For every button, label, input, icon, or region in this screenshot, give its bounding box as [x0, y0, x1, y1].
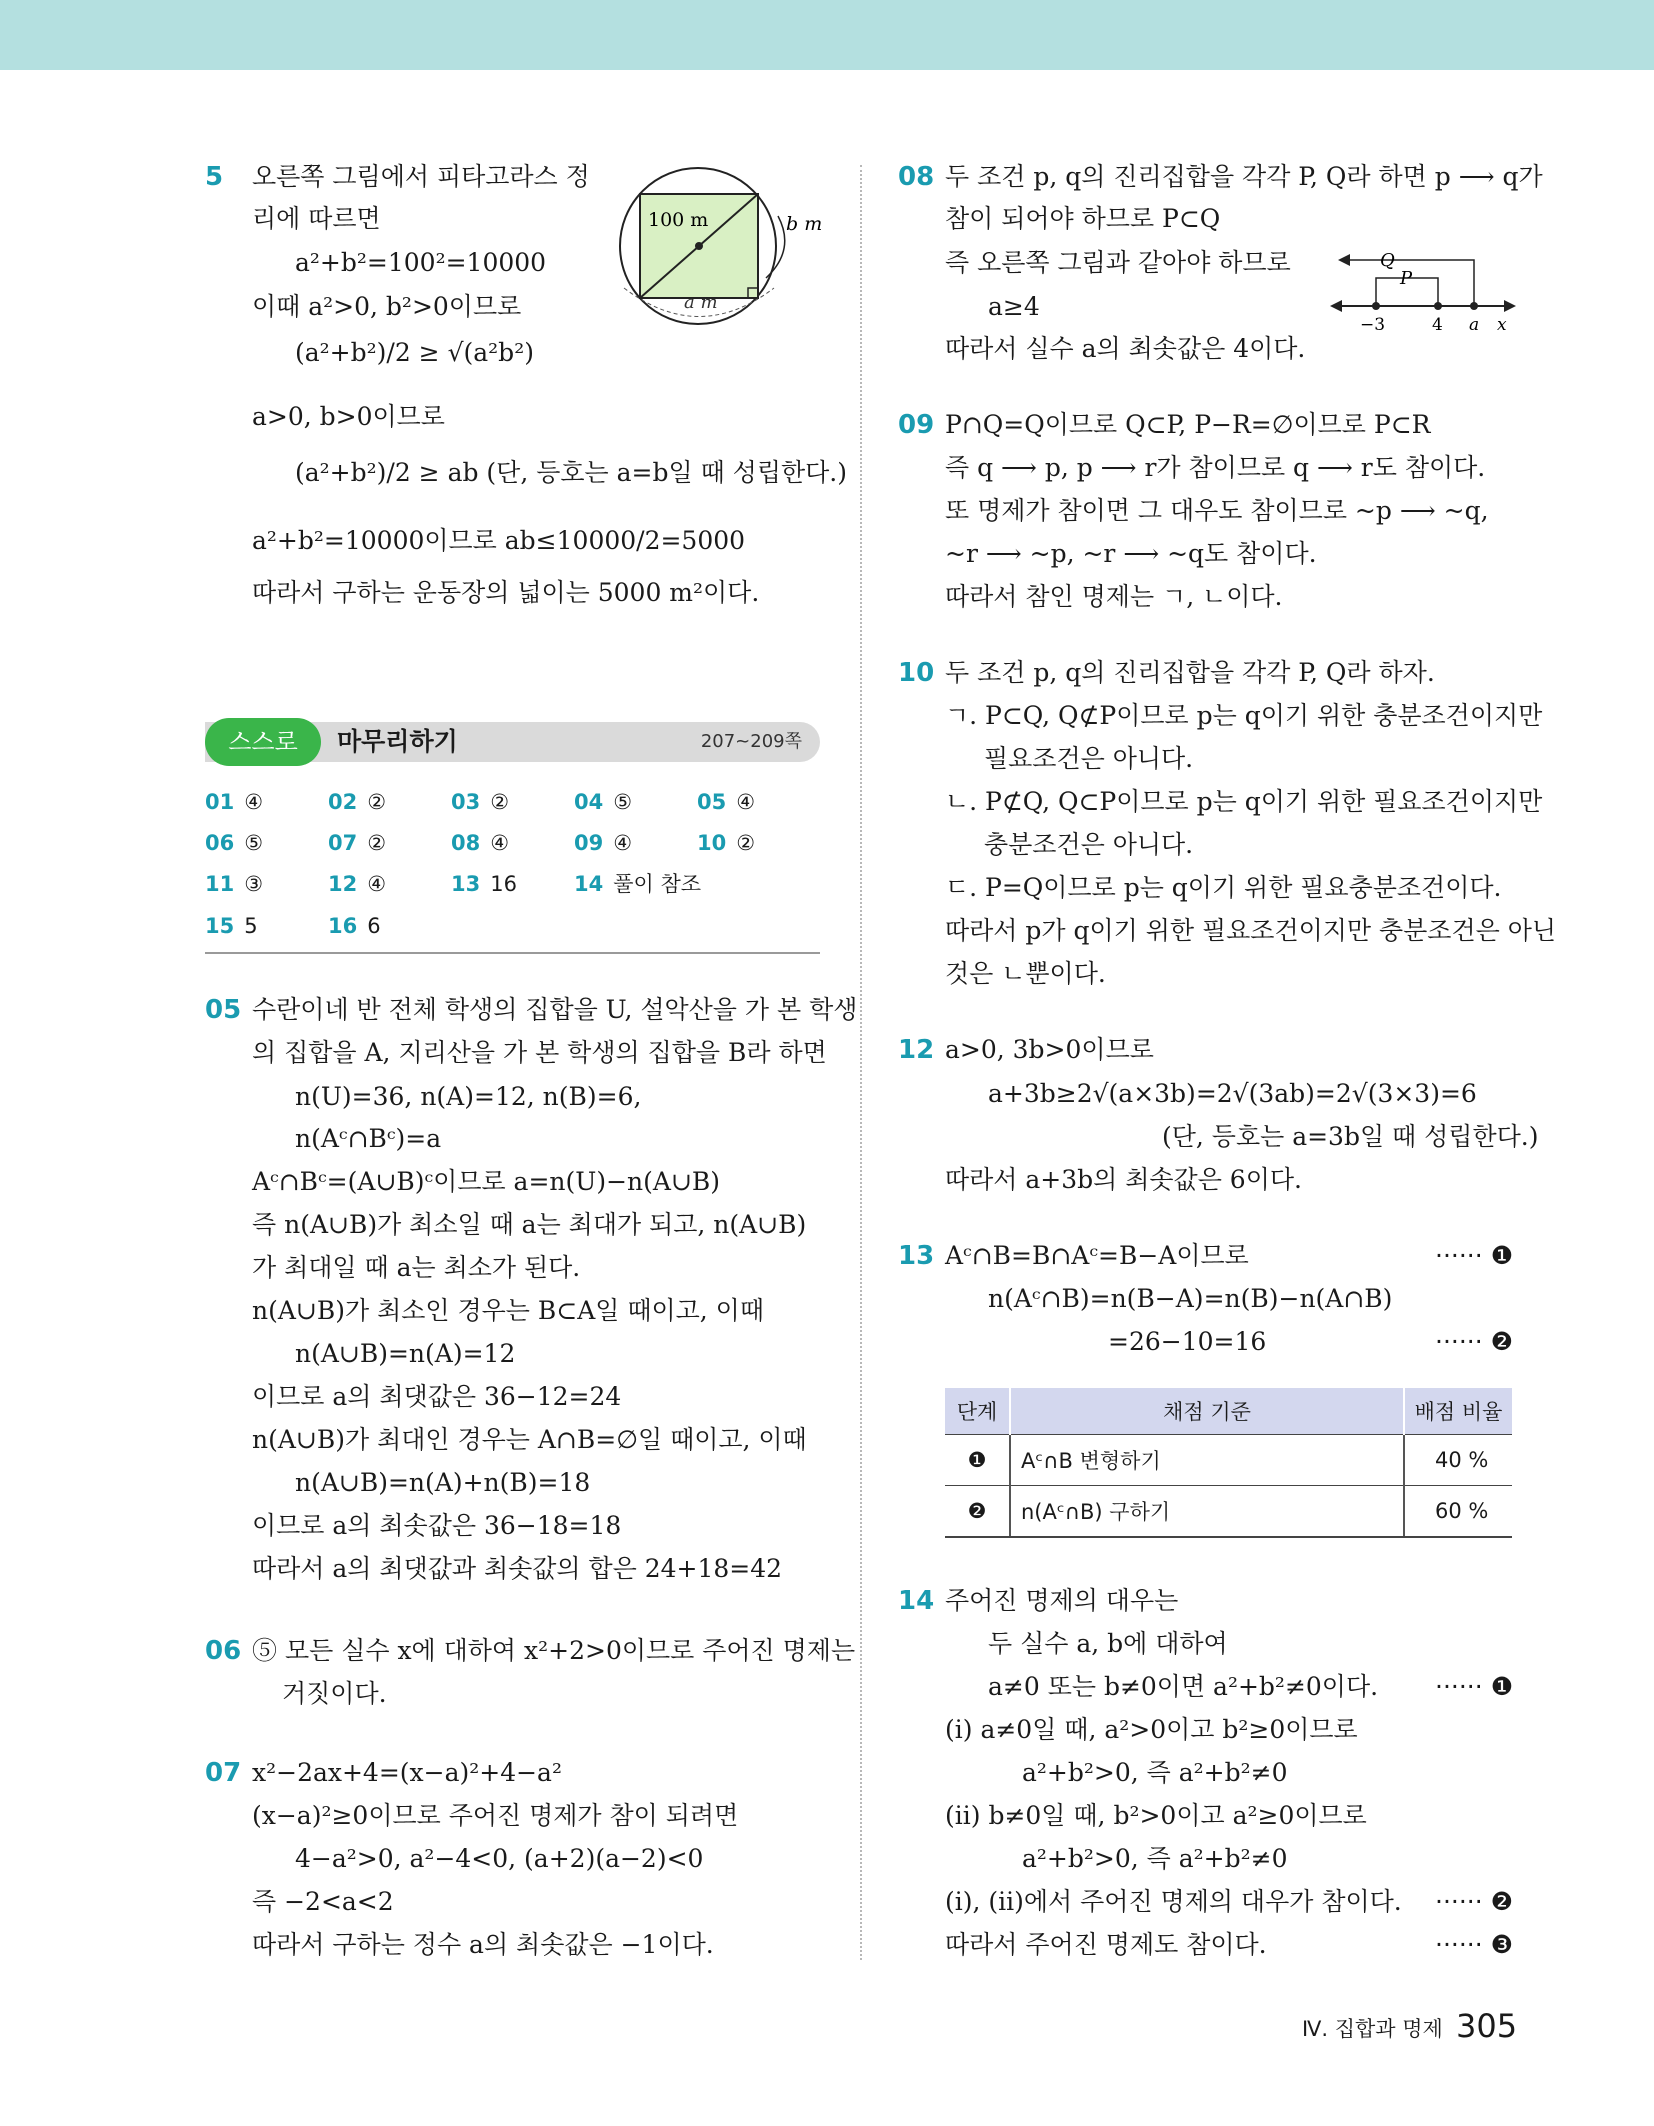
text-line: 수란이네 반 전체 학생의 집합을 U, 설악산을 가 본 학생 [252, 995, 858, 1024]
table-cell: 40 % [1404, 1435, 1512, 1486]
text-line: 오른쪽 그림에서 피타고라스 정 [252, 162, 590, 191]
answer-grid-rule [205, 952, 820, 954]
set-Q-arrow [1338, 254, 1350, 266]
column-header: 배점 비율 [1404, 1388, 1512, 1435]
equation-line: 4−a²>0, a²−4<0, (a+2)(a−2)<0 [295, 1844, 704, 1873]
table-cell: ❶ [945, 1435, 1010, 1486]
text-line: 충분조건은 아니다. [984, 830, 1194, 859]
answer-item: 02 ② [328, 790, 387, 814]
equation-line: Aᶜ∩B=B∩Aᶜ=B−A이므로 [945, 1241, 1249, 1270]
answer-item: 11 ③ [205, 872, 264, 896]
column-header: 채점 기준 [1010, 1388, 1404, 1435]
tick-minus3: −3 [1360, 315, 1386, 335]
answer-item: 16 6 [328, 914, 381, 938]
text-line: ⑤ 모든 실수 x에 대하여 x²+2>0이므로 주어진 명제는 [252, 1636, 856, 1665]
problem-number: 05 [205, 995, 242, 1025]
page-number: 305 [1456, 2007, 1518, 2045]
answer-item: 15 5 [205, 914, 258, 938]
text-line: 즉 q ⟶ p, p ⟶ r가 참이므로 q ⟶ r도 참이다. [945, 453, 1486, 482]
problem-number: 5 [205, 162, 224, 192]
answer-item: 13 16 [451, 872, 517, 896]
text-line: 필요조건은 아니다. [984, 744, 1194, 773]
banner-title: 마무리하기 [337, 727, 458, 756]
text-line: 따라서 구하는 정수 a의 최솟값은 −1이다. [252, 1930, 714, 1959]
text-line: 따라서 실수 a의 최솟값은 4이다. [945, 334, 1306, 363]
label-a: a m [684, 292, 718, 313]
text-line: (i), (ii)에서 주어진 명제의 대우가 참이다. [945, 1887, 1402, 1916]
text-line: 리에 따르면 [252, 204, 381, 233]
equation-line: n(U)=36, n(A)=12, n(B)=6, [295, 1082, 642, 1111]
text-line: 것은 ㄴ뿐이다. [945, 959, 1106, 988]
text-line: 즉 n(A∪B)가 최소일 때 a는 최대가 되고, n(A∪B) [252, 1210, 807, 1239]
step-mark: ······ ❶ [1435, 1672, 1514, 1701]
problem-number: 06 [205, 1636, 242, 1666]
text-line: ㄴ. P⊄Q, Q⊂P이므로 p는 q이기 위한 필요조건이지만 [945, 787, 1543, 816]
column-header: 단계 [945, 1388, 1010, 1435]
text-line: 따라서 구하는 운동장의 넓이는 5000 m²이다. [252, 578, 760, 607]
equation-line: n(A∪B)=n(A)=12 [295, 1339, 516, 1368]
text-line: 가 최대일 때 a는 최소가 된다. [252, 1253, 581, 1282]
answer-item: 10 ② [697, 831, 756, 855]
text-line: 따라서 주어진 명제도 참이다. [945, 1930, 1267, 1959]
equation-line: n(Aᶜ∩B)=n(B−A)=n(B)−n(A∩B) [988, 1284, 1393, 1313]
answer-item: 14 풀이 참조 [574, 872, 702, 896]
text-line: (ii) b≠0일 때, b²>0이고 a²≥0이므로 [945, 1801, 1367, 1830]
text-line: 또 명제가 참이면 그 대우도 참이므로 ~p ⟶ ~q, [945, 496, 1489, 525]
table-cell: Aᶜ∩B 변형하기 [1010, 1435, 1404, 1486]
equation-line: 즉 −2<a<2 [252, 1887, 394, 1916]
number-line-figure [1330, 240, 1520, 336]
label-Q: Q [1380, 250, 1395, 271]
equation-line: x²−2ax+4=(x−a)²+4−a² [252, 1758, 562, 1787]
text-line: a>0, 3b>0이므로 [945, 1035, 1154, 1064]
label-b: b m [786, 213, 823, 235]
equation-line: a≥4 [988, 292, 1040, 321]
equation-line: (a²+b²)/2 ≥ √(a²b²) [295, 338, 534, 367]
text-line: 따라서 a+3b의 최솟값은 6이다. [945, 1165, 1302, 1194]
step-mark: ······ ❸ [1435, 1930, 1514, 1959]
problem-number: 14 [898, 1586, 935, 1616]
banner-pill: 스스로 [205, 718, 321, 766]
text-line: (i) a≠0일 때, a²>0이고 b²≥0이므로 [945, 1715, 1358, 1744]
answer-item: 12 ④ [328, 872, 387, 896]
text-line: 따라서 a의 최댓값과 최솟값의 합은 24+18=42 [252, 1554, 783, 1583]
text-line: ㄷ. P=Q이므로 p는 q이기 위한 필요충분조건이다. [945, 873, 1502, 902]
problem-number: 13 [898, 1241, 935, 1271]
axis-arrow-right [1504, 300, 1516, 312]
text-line: (단, 등호는 a=3b일 때 성립한다.) [1162, 1122, 1539, 1151]
table-cell: ❷ [945, 1486, 1010, 1538]
equation-line: a²+b²>0, 즉 a²+b²≠0 [1022, 1844, 1288, 1873]
text-line: 두 조건 p, q의 진리집합을 각각 P, Q라 하자. [945, 658, 1435, 687]
text-line: 두 조건 p, q의 진리집합을 각각 P, Q라 하면 p ⟶ q가 [945, 162, 1543, 191]
table-row [945, 1435, 1512, 1486]
center-dot [695, 242, 703, 250]
text-line: 주어진 명제의 대우는 [945, 1586, 1179, 1615]
equation-line: =26−10=16 [1108, 1327, 1267, 1356]
equation-line: n(Aᶜ∩Bᶜ)=a [295, 1124, 442, 1153]
text-line: ~r ⟶ ~p, ~r ⟶ ~q도 참이다. [945, 539, 1317, 568]
text-line: (x−a)²≥0이므로 주어진 명제가 참이 되려면 [252, 1801, 739, 1830]
text-line: ㄱ. P⊂Q, Q⊄P이므로 p는 q이기 위한 충분조건이지만 [945, 701, 1543, 730]
answer-item: 06 ⑤ [205, 831, 264, 855]
problem-number: 10 [898, 658, 935, 688]
banner-pages: 207~209쪽 [700, 731, 802, 752]
answer-item: 03 ② [451, 790, 510, 814]
step-mark: ······ ❷ [1435, 1327, 1514, 1356]
equation-line: a+3b≥2√(a×3b)=2√(3ab)=2√(3×3)=6 [988, 1079, 1477, 1108]
text-line: 이므로 a의 최댓값은 36−12=24 [252, 1382, 622, 1411]
label-diagonal: 100 m [648, 209, 709, 231]
text-line: 이므로 a의 최솟값은 36−18=18 [252, 1511, 622, 1540]
answer-item: 04 ⑤ [574, 790, 633, 814]
point-minus3 [1372, 302, 1380, 310]
equation-line: a²+b²=100²=10000 [295, 248, 547, 277]
table-header-row [945, 1388, 1512, 1435]
answer-item: 08 ④ [451, 831, 510, 855]
answer-item: 01 ④ [205, 790, 264, 814]
point-4 [1434, 302, 1442, 310]
answer-item: 07 ② [328, 831, 387, 855]
problem-number: 12 [898, 1035, 935, 1065]
table-cell: 60 % [1404, 1486, 1512, 1538]
problem-number: 09 [898, 410, 935, 440]
problem-number: 07 [205, 1758, 242, 1788]
equation-line: Aᶜ∩Bᶜ=(A∪B)ᶜ이므로 a=n(U)−n(A∪B) [252, 1167, 721, 1196]
tick-a: a [1469, 315, 1480, 335]
table-row [945, 1486, 1512, 1538]
step-mark: ······ ❷ [1435, 1887, 1514, 1916]
text-line: 참이 되어야 하므로 P⊂Q [945, 204, 1221, 233]
equation-line: a²+b²=10000이므로 ab≤10000/2=5000 [252, 526, 746, 555]
text-line: n(A∪B)가 최대인 경우는 A∩B=∅일 때이고, 이때 [252, 1425, 807, 1454]
point-a [1470, 302, 1478, 310]
table-cell: n(Aᶜ∩B) 구하기 [1010, 1486, 1404, 1538]
top-color-band [0, 0, 1654, 70]
text-line: 이때 a²>0, b²>0이므로 [252, 292, 522, 321]
text-line: 따라서 p가 q이기 위한 필요조건이지만 충분조건은 아닌 [945, 916, 1556, 945]
answer-item: 09 ④ [574, 831, 633, 855]
text-line: 즉 오른쪽 그림과 같아야 하므로 [945, 248, 1291, 277]
label-P: P [1400, 268, 1413, 289]
equation-line: a²+b²>0, 즉 a²+b²≠0 [1022, 1758, 1288, 1787]
equation-line: n(A∪B)=n(A)+n(B)=18 [295, 1468, 591, 1497]
axis-label-x: x [1497, 315, 1507, 335]
text-line: 두 실수 a, b에 대하여 [988, 1629, 1228, 1658]
footer-section-title: Ⅳ. 집합과 명제 [1302, 2017, 1443, 2041]
section-banner [205, 722, 820, 762]
grading-table [945, 1388, 1512, 1538]
text-line: n(A∪B)가 최소인 경우는 B⊂A일 때이고, 이때 [252, 1296, 764, 1325]
text-line: a>0, b>0이므로 [252, 402, 445, 431]
equation-line: (a²+b²)/2 ≥ ab (단, 등호는 a=b일 때 성립한다.) [295, 458, 847, 487]
problem-number: 08 [898, 162, 935, 192]
axis-arrow-left [1330, 300, 1342, 312]
text-line: 따라서 참인 명제는 ㄱ, ㄴ이다. [945, 582, 1283, 611]
pythagoras-figure [610, 160, 835, 350]
text-line: a≠0 또는 b≠0이면 a²+b²≠0이다. [988, 1672, 1379, 1701]
column-divider [860, 165, 862, 1960]
text-line: P∩Q=Q이므로 Q⊂P, P−R=∅이므로 P⊂R [945, 410, 1431, 439]
step-mark: ······ ❶ [1435, 1241, 1514, 1270]
tick-4: 4 [1432, 315, 1443, 335]
answer-item: 05 ④ [697, 790, 756, 814]
text-line: 거짓이다. [282, 1679, 387, 1708]
text-line: 의 집합을 A, 지리산을 가 본 학생의 집합을 B라 하면 [252, 1038, 827, 1067]
